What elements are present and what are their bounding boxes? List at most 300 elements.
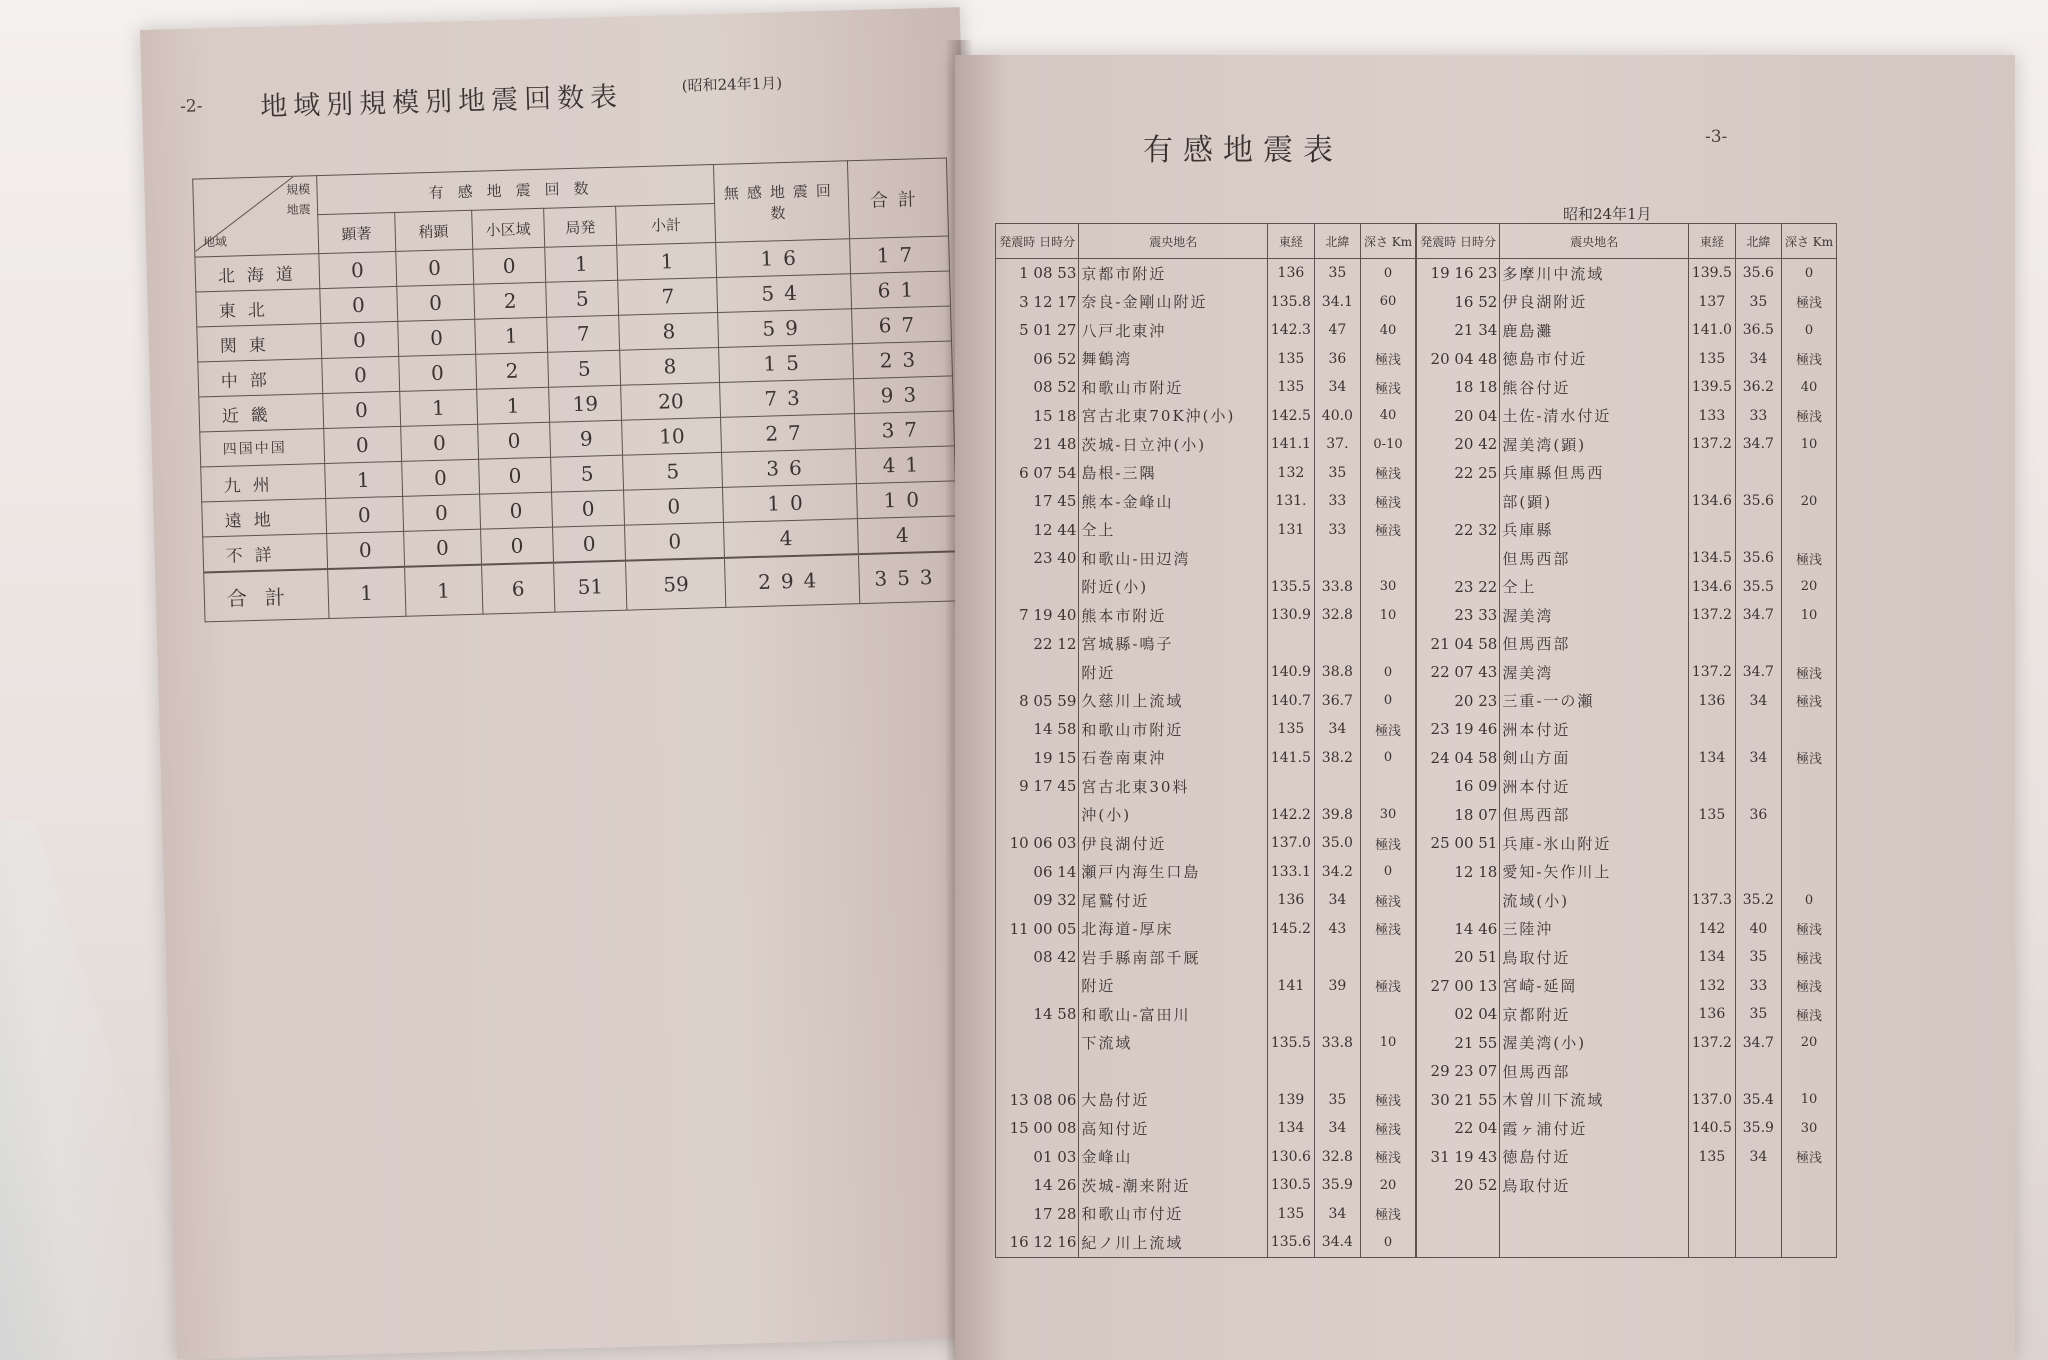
table-cell: 0 [402, 494, 480, 531]
quake-row [996, 373, 1837, 402]
quake-cell: 39.8 [1314, 801, 1360, 830]
quake-cell: 21 34 [1416, 316, 1500, 345]
quake-cell [1361, 630, 1416, 659]
quake-cell: 30 [1782, 1114, 1837, 1143]
quake-cell: 極浅 [1782, 402, 1837, 431]
quake-cell: 附近(小) [1079, 573, 1268, 602]
quake-cell: 16 12 16 [996, 1228, 1079, 1257]
quake-cell: 133.1 [1268, 858, 1315, 887]
quake-row [996, 772, 1837, 801]
quake-cell: 0 [1782, 886, 1837, 915]
quake-row [996, 1086, 1837, 1115]
quake-cell: 京都市附近 [1079, 259, 1268, 288]
table-cell: 41 [855, 446, 955, 484]
quake-cell [1416, 544, 1500, 573]
quake-cell: 宮古北東30料 [1079, 772, 1268, 801]
quake-cell: 36 [1735, 801, 1781, 830]
quake-cell: 35.6 [1735, 544, 1781, 573]
quake-cell [1689, 858, 1736, 887]
quake-cell: 極浅 [1361, 829, 1416, 858]
quake-cell: 40.0 [1314, 402, 1360, 431]
region-scale-table [192, 158, 959, 623]
quake-cell: 40 [1782, 373, 1837, 402]
corner-right-label: 地震 [286, 202, 311, 217]
region-label: 不詳 [203, 533, 328, 572]
quake-cell: 134.6 [1689, 573, 1736, 602]
quake-cell: 06 14 [996, 858, 1079, 887]
corner-cell [193, 176, 319, 257]
quake-cell [1314, 544, 1360, 573]
quake-cell [1782, 516, 1837, 545]
quake-cell [1689, 772, 1736, 801]
quake-cell: 136 [1268, 259, 1315, 288]
region-label: 関東 [197, 324, 322, 362]
total-header: 合計 [847, 158, 948, 239]
quake-row [996, 288, 1837, 317]
table-cell: 4 [724, 519, 858, 558]
quake-cell: 43 [1314, 915, 1360, 944]
quake-cell: 141.0 [1689, 316, 1736, 345]
quake-cell: 35.5 [1735, 573, 1781, 602]
quake-cell: 34.2 [1314, 858, 1360, 887]
table-cell: 10 [622, 417, 722, 455]
table-cell: 8 [620, 347, 720, 385]
quake-cell [1782, 801, 1837, 830]
quake-cell: 139.5 [1689, 373, 1736, 402]
quake-cell [1268, 943, 1315, 972]
quake-cell: 7 19 40 [996, 601, 1079, 630]
quake-cell [1735, 715, 1781, 744]
quake-cell [1735, 1171, 1781, 1200]
quake-cell: 35.6 [1735, 259, 1781, 288]
quake-cell: 141 [1268, 972, 1315, 1001]
quake-cell: 多摩川中流域 [1500, 259, 1689, 288]
quake-cell: 137.2 [1689, 658, 1736, 687]
left-page-title: 地域別規模別地震回数表 [259, 81, 624, 123]
quake-row [996, 1114, 1837, 1143]
col-header: 局発 [544, 206, 617, 247]
quake-cell: 瀬戸内海生口島 [1079, 858, 1268, 887]
quake-cell: 9 17 45 [996, 772, 1079, 801]
quake-cell: 3 12 17 [996, 288, 1079, 317]
quake-row [996, 402, 1837, 431]
quake-cell: 137.2 [1689, 1029, 1736, 1058]
table-cell: 59 [718, 309, 852, 348]
quake-cell [1689, 715, 1736, 744]
quake-cell: 極浅 [1361, 345, 1416, 374]
quake-cell: 34.7 [1735, 430, 1781, 459]
left-page-number: -2- [179, 96, 203, 117]
quake-cell: 60 [1361, 288, 1416, 317]
quake-row [996, 259, 1837, 288]
quake-cell: 0 [1361, 687, 1416, 716]
table-cell: 0 [480, 527, 553, 565]
quake-cell: 19 16 23 [1416, 259, 1500, 288]
table-cell: 27 [721, 414, 855, 453]
quake-cell: 132 [1268, 459, 1315, 488]
table-cell: 23 [852, 341, 952, 379]
quake-cell: 22 32 [1416, 516, 1500, 545]
quake-cell: 34.1 [1314, 288, 1360, 317]
table-cell: 37 [854, 411, 954, 449]
quake-cell [1361, 1000, 1416, 1029]
quake-cell: 35.6 [1735, 487, 1781, 516]
quake-cell: 140.5 [1689, 1114, 1736, 1143]
quake-cell [1268, 630, 1315, 659]
quake-cell: 宮崎-延岡 [1500, 972, 1689, 1001]
quake-cell: 極浅 [1782, 943, 1837, 972]
quake-cell: 三重-一の瀬 [1500, 687, 1689, 716]
quake-row [996, 1200, 1837, 1229]
table-cell: 17 [849, 236, 949, 274]
table-cell: 0 [320, 321, 398, 358]
quake-cell: 34 [1735, 345, 1781, 374]
quake-row [996, 1029, 1837, 1058]
quake-cell [1782, 1228, 1837, 1257]
table-cell: 20 [621, 382, 721, 420]
quake-cell: 極浅 [1782, 744, 1837, 773]
total-label: 合計 [204, 569, 329, 622]
quake-cell: 137.3 [1689, 886, 1736, 915]
right-page-title: 有感地震表 [1143, 133, 1343, 168]
quake-cell: 極浅 [1782, 915, 1837, 944]
quake-cell: 島根-三隅 [1079, 459, 1268, 488]
quake-cell: 34 [1314, 886, 1360, 915]
quake-cell: 下流域 [1079, 1029, 1268, 1058]
table-cell: 0 [319, 286, 397, 323]
quake-cell: 北海道-厚床 [1079, 915, 1268, 944]
total-cell: 1 [327, 567, 405, 619]
quake-row [996, 630, 1837, 659]
quake-cell: 茨城-潮来附近 [1079, 1171, 1268, 1200]
quake-cell: 15 18 [996, 402, 1079, 431]
quake-cell: 27 00 13 [1416, 972, 1500, 1001]
quake-cell: 極浅 [1361, 373, 1416, 402]
quake-cell: 10 [1782, 601, 1837, 630]
quake-cell: 仝上 [1079, 516, 1268, 545]
quake-cell: 135 [1689, 801, 1736, 830]
quake-cell: 沖(小) [1079, 801, 1268, 830]
col-header: 稍顕 [394, 210, 472, 251]
table-cell: 73 [720, 379, 854, 418]
quake-cell [1782, 1200, 1837, 1229]
column-header: 震央地名 [1500, 224, 1689, 259]
quake-cell: 134.6 [1689, 487, 1736, 516]
quake-row [996, 430, 1837, 459]
quake-cell: 但馬西部 [1500, 801, 1689, 830]
quake-cell: 附近 [1079, 972, 1268, 1001]
corner-diagonal [193, 177, 295, 252]
column-header: 深さ Km [1782, 224, 1837, 259]
quake-cell: 6 07 54 [996, 459, 1079, 488]
column-header: 発震時 日時分 [1416, 224, 1500, 259]
quake-cell: 16 52 [1416, 288, 1500, 317]
quake-cell: 35 [1314, 459, 1360, 488]
quake-cell: 137.2 [1689, 430, 1736, 459]
table-cell: 5 [551, 455, 624, 492]
quake-cell: 134 [1268, 1114, 1315, 1143]
quake-cell: 10 [1782, 1086, 1837, 1115]
quake-cell: 135.5 [1268, 573, 1315, 602]
quake-cell: 20 [1361, 1171, 1416, 1200]
quake-cell: 熊本市附近 [1079, 601, 1268, 630]
quake-cell: 06 52 [996, 345, 1079, 374]
table-cell: 2 [474, 282, 547, 319]
quake-row [996, 316, 1837, 345]
quake-cell: 17 28 [996, 1200, 1079, 1229]
quake-cell: 大島付近 [1079, 1086, 1268, 1115]
quake-cell: 久慈川上流域 [1079, 687, 1268, 716]
quake-cell: 33 [1314, 487, 1360, 516]
quake-cell: 極浅 [1361, 915, 1416, 944]
table-cell: 1 [475, 317, 548, 354]
quake-cell [1500, 1228, 1689, 1257]
quake-cell [1735, 516, 1781, 545]
quake-cell: 34 [1735, 687, 1781, 716]
quake-row [996, 487, 1837, 516]
quake-cell: 岩手縣南部千厩 [1079, 943, 1268, 972]
quake-cell: 渥美湾 [1500, 658, 1689, 687]
quake-cell: 10 [1782, 430, 1837, 459]
quake-cell: 47 [1314, 316, 1360, 345]
quake-cell: 36.7 [1314, 687, 1360, 716]
quake-cell: 130.5 [1268, 1171, 1315, 1200]
quake-cell: 極浅 [1361, 972, 1416, 1001]
table-cell: 0 [552, 490, 625, 527]
table-cell: 5 [548, 350, 621, 387]
quake-cell: 土佐-清水付近 [1500, 402, 1689, 431]
quake-cell: 八戸北東沖 [1079, 316, 1268, 345]
quake-row [996, 1228, 1837, 1257]
quake-cell: 伊良湖附近 [1500, 288, 1689, 317]
region-label: 近畿 [199, 394, 324, 432]
table-cell: 0 [479, 492, 552, 529]
quake-cell: 23 40 [996, 544, 1079, 573]
quake-cell: 洲本付近 [1500, 715, 1689, 744]
quake-cell: 21 55 [1416, 1029, 1500, 1058]
quake-cell: 14 58 [996, 715, 1079, 744]
column-header: 北緯 [1314, 224, 1360, 259]
quake-cell: 和歌山-田辺湾 [1079, 544, 1268, 573]
table-cell: 36 [722, 449, 856, 488]
quake-row [996, 972, 1837, 1001]
quake-cell: 22 25 [1416, 459, 1500, 488]
quake-cell: 40 [1361, 316, 1416, 345]
quake-cell: 20 52 [1416, 1171, 1500, 1200]
col-header: 小計 [616, 204, 716, 246]
quake-row [996, 1143, 1837, 1172]
total-cell: 1 [404, 565, 482, 617]
quake-cell: 145.2 [1268, 915, 1315, 944]
quake-cell: 139.5 [1689, 259, 1736, 288]
quake-cell: 34 [1735, 744, 1781, 773]
quake-cell: 35 [1735, 288, 1781, 317]
column-header: 北緯 [1735, 224, 1781, 259]
quake-cell [1735, 1228, 1781, 1257]
quake-cell: 兵庫縣但馬西 [1500, 459, 1689, 488]
quake-cell: 131. [1268, 487, 1315, 516]
quake-cell [1314, 1057, 1360, 1086]
column-header: 発震時 日時分 [996, 224, 1079, 259]
quake-cell: 33.8 [1314, 1029, 1360, 1058]
table-cell: 0 [553, 525, 626, 563]
quake-cell [1268, 1000, 1315, 1029]
quake-cell: 20 [1782, 1029, 1837, 1058]
quake-row [996, 601, 1837, 630]
quake-cell: 鳥取付近 [1500, 1171, 1689, 1200]
quake-cell: 熊本-金峰山 [1079, 487, 1268, 516]
felt-group-header: 有感地震回数 [316, 165, 715, 215]
quake-cell: 霞ヶ浦付近 [1500, 1114, 1689, 1143]
quake-cell: 136 [1689, 687, 1736, 716]
table-cell: 0 [323, 426, 401, 463]
quake-cell: 0 [1361, 1228, 1416, 1257]
quake-cell: 14 58 [996, 1000, 1079, 1029]
quake-cell: 極浅 [1361, 1086, 1416, 1115]
left-page [140, 7, 997, 1359]
quake-cell: 36.5 [1735, 316, 1781, 345]
quake-cell: 極浅 [1361, 516, 1416, 545]
quake-row [996, 459, 1837, 488]
quake-cell: 伊良湖付近 [1079, 829, 1268, 858]
quake-cell [1416, 1228, 1500, 1257]
quake-row [996, 829, 1837, 858]
quake-cell: 135.6 [1268, 1228, 1315, 1257]
quake-cell: 極浅 [1782, 1143, 1837, 1172]
quake-cell: 34.7 [1735, 1029, 1781, 1058]
column-header: 深さ Km [1361, 224, 1416, 259]
table-cell: 0 [400, 424, 478, 461]
region-label: 九州 [201, 464, 326, 502]
quake-row [996, 915, 1837, 944]
table-cell: 2 [476, 352, 549, 389]
quake-cell: 愛知-矢作川上 [1500, 858, 1689, 887]
quake-cell: 12 44 [996, 516, 1079, 545]
table-cell: 0 [321, 356, 399, 393]
quake-cell: 137 [1689, 288, 1736, 317]
quake-cell: 茨城-日立沖(小) [1079, 430, 1268, 459]
table-cell: 0 [322, 391, 400, 428]
quake-row [996, 1000, 1837, 1029]
table-cell: 0 [477, 422, 550, 459]
quake-cell: 熊谷付近 [1500, 373, 1689, 402]
quake-cell: 35.4 [1735, 1086, 1781, 1115]
quake-row [996, 801, 1837, 830]
quake-cell: 30 [1361, 573, 1416, 602]
column-header: 震央地名 [1079, 224, 1268, 259]
quake-cell: 34 [1314, 1114, 1360, 1143]
total-cell: 294 [725, 554, 860, 607]
quake-cell: 20 51 [1416, 943, 1500, 972]
quake-cell [1268, 772, 1315, 801]
quake-cell: 142 [1689, 915, 1736, 944]
quake-cell: 18 07 [1416, 801, 1500, 830]
quake-cell: 36 [1314, 345, 1360, 374]
quake-cell: 極浅 [1361, 1114, 1416, 1143]
table-cell: 0 [624, 487, 724, 525]
quake-cell [1782, 715, 1837, 744]
quake-cell: 137.0 [1268, 829, 1315, 858]
quake-cell: 22 07 43 [1416, 658, 1500, 687]
quake-cell [1735, 829, 1781, 858]
table-cell: 67 [851, 306, 951, 344]
quake-cell: 13 08 06 [996, 1086, 1079, 1115]
quake-cell: 35 [1735, 943, 1781, 972]
table-cell: 1 [477, 387, 550, 424]
quake-cell: 徳島市付近 [1500, 345, 1689, 374]
quake-cell [1735, 858, 1781, 887]
quake-cell: 34.7 [1735, 601, 1781, 630]
quake-cell: 剣山方面 [1500, 744, 1689, 773]
quake-cell: 24 04 58 [1416, 744, 1500, 773]
quake-cell: 134 [1689, 744, 1736, 773]
quake-cell: 08 52 [996, 373, 1079, 402]
quake-cell: 135 [1268, 715, 1315, 744]
quake-cell [1735, 630, 1781, 659]
quake-cell: 0-10 [1361, 430, 1416, 459]
corner-left-label: 地域 [202, 234, 228, 250]
quake-cell [996, 1057, 1079, 1086]
quake-cell [1500, 1200, 1689, 1229]
quake-cell: 33 [1314, 516, 1360, 545]
quake-cell [1416, 487, 1500, 516]
quake-cell: 高知付近 [1079, 1114, 1268, 1143]
quake-cell: 5 01 27 [996, 316, 1079, 345]
quake-cell [1361, 772, 1416, 801]
quake-cell: 兵庫-氷山附近 [1500, 829, 1689, 858]
region-label: 四国中国 [200, 429, 325, 467]
quake-cell: 22 04 [1416, 1114, 1500, 1143]
table-cell: 0 [625, 522, 725, 560]
quake-cell: 20 04 [1416, 402, 1500, 431]
quake-cell [1735, 1057, 1781, 1086]
quake-cell [1782, 858, 1837, 887]
quake-cell [1735, 459, 1781, 488]
quake-cell: 石巻南東沖 [1079, 744, 1268, 773]
quake-cell: 1 08 53 [996, 259, 1079, 288]
quake-cell: 宮古北東70K沖(小) [1079, 402, 1268, 431]
quake-cell: 141.1 [1268, 430, 1315, 459]
table-cell: 0 [396, 284, 474, 321]
quake-row [996, 1057, 1837, 1086]
quake-cell: 39 [1314, 972, 1360, 1001]
quake-cell [1079, 1057, 1268, 1086]
right-page-subtitle: 昭和24年1月 [1563, 205, 1652, 223]
quake-cell: 34 [1735, 1143, 1781, 1172]
quake-cell: 21 04 58 [1416, 630, 1500, 659]
quake-cell: 12 18 [1416, 858, 1500, 887]
quake-cell: 14 26 [996, 1171, 1079, 1200]
quake-cell: 和歌山-富田川 [1079, 1000, 1268, 1029]
quake-cell: 極浅 [1782, 1000, 1837, 1029]
table-cell: 10 [723, 484, 857, 523]
quake-cell [996, 658, 1079, 687]
quake-row [996, 715, 1837, 744]
right-page [955, 55, 2015, 1360]
quake-cell: 洲本付近 [1500, 772, 1689, 801]
quake-cell: 極浅 [1361, 715, 1416, 744]
quake-cell: 極浅 [1782, 972, 1837, 1001]
quake-cell: 徳島付近 [1500, 1143, 1689, 1172]
quake-row [996, 1171, 1837, 1200]
region-label: 北海道 [195, 254, 320, 292]
quake-cell: 20 04 48 [1416, 345, 1500, 374]
quake-cell: 35 [1735, 1000, 1781, 1029]
quake-cell [1689, 1057, 1736, 1086]
quake-cell: 23 33 [1416, 601, 1500, 630]
quake-cell: 0 [1361, 259, 1416, 288]
column-header: 東経 [1689, 224, 1736, 259]
